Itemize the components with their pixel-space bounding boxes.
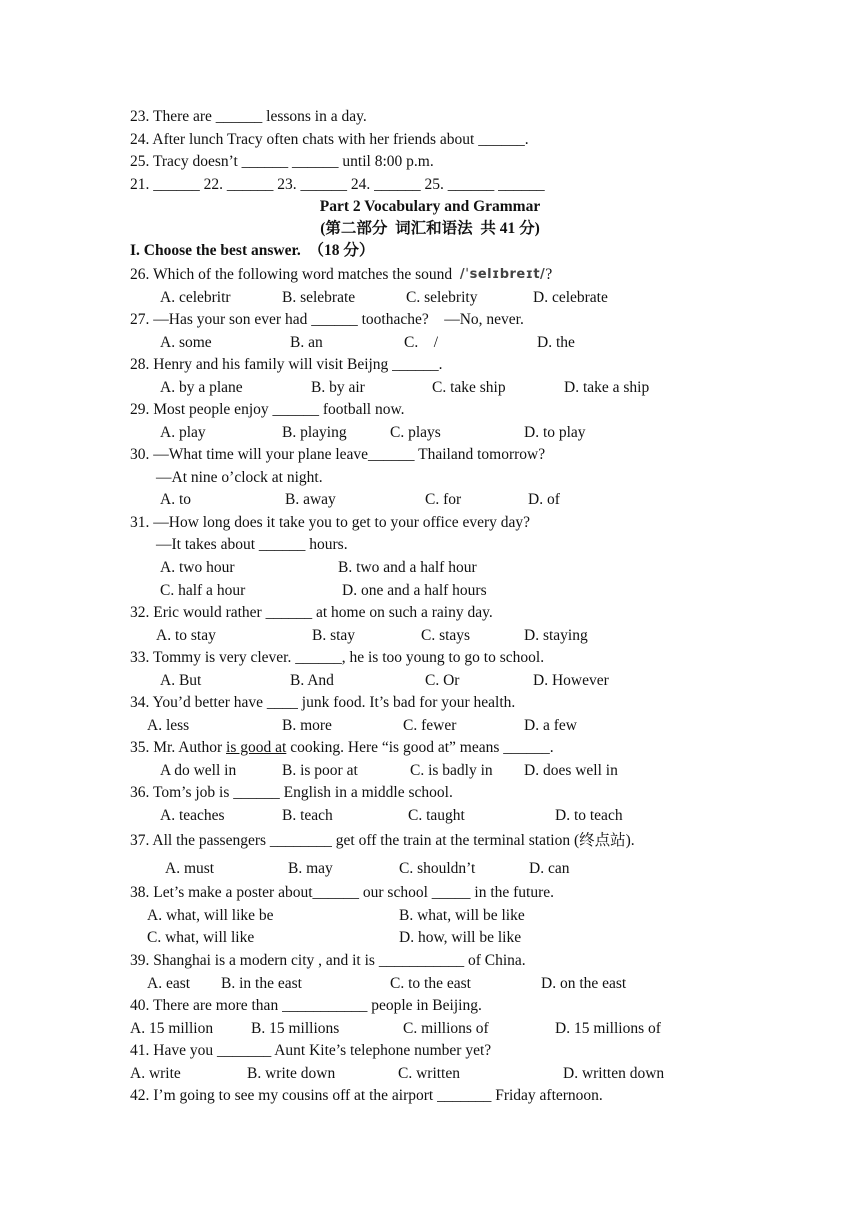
question-37-stem: 37. All the passengers ________ get off the train at the terminal station (终点站).: [130, 832, 635, 849]
option-c: C. written: [398, 1065, 460, 1082]
option-c: C. half a hour: [160, 582, 246, 599]
option-a: A. must: [165, 860, 215, 877]
option-c: C. millions of: [403, 1020, 489, 1037]
option-d: D. a few: [524, 717, 577, 734]
question-23: 23. There are ______ lessons in a day.: [130, 108, 367, 125]
question-35-stem: [130, 738, 554, 758]
option-c: C. is badly in: [410, 762, 493, 779]
option-b: B. selebrate: [282, 289, 356, 306]
option-a: A. east: [147, 975, 191, 992]
underlined-phrase: is good at: [226, 739, 287, 756]
option-d: D. to play: [524, 424, 586, 441]
option-a: A. by a plane: [160, 379, 243, 396]
question-34-stem: 34. You’d better have ____ junk food. It’s bad for your health.: [130, 694, 516, 711]
option-a: A. But: [160, 672, 202, 689]
stem-text: cooking. Here “is good at” means ______.: [286, 739, 554, 756]
question-31-stem: 31. —How long does it take you to get to your office every day?: [130, 514, 531, 531]
part-subtitle: (第二部分 词汇和语法 共 41 分): [320, 220, 540, 237]
option-d: D. 15 millions of: [555, 1020, 661, 1037]
option-d: D. does well in: [524, 762, 618, 779]
option-b: B. two and a half hour: [338, 559, 477, 576]
question-24: 24. After lunch Tracy often chats with her friends about ______.: [130, 131, 529, 148]
option-c: C. plays: [390, 424, 441, 441]
question-32-stem: 32. Eric would rather ______ at home on such a rainy day.: [130, 604, 493, 621]
option-c: C. take ship: [432, 379, 506, 396]
option-d: D. how, will be like: [399, 929, 522, 946]
question-33-stem: 33. Tommy is very clever. ______, he is too young to go to school.: [130, 649, 545, 666]
option-b: B. And: [290, 672, 334, 689]
option-d: D. staying: [524, 627, 588, 644]
option-d: D. of: [528, 491, 560, 508]
option-a: A. two hour: [160, 559, 235, 576]
option-b: B. playing: [282, 424, 347, 441]
option-b: B. 15 millions: [251, 1020, 340, 1037]
question-36-stem: 36. Tom’s job is ______ English in a middle school.: [130, 784, 453, 801]
part-title: Part 2 Vocabulary and Grammar: [319, 198, 541, 215]
option-b: B. what, will be like: [399, 907, 525, 924]
option-d: D. to teach: [555, 807, 623, 824]
option-d: D. one and a half hours: [342, 582, 487, 599]
question-25: 25. Tracy doesn’t ______ ______ until 8:00 p.m.: [130, 153, 434, 170]
option-a: A. 15 million: [130, 1020, 214, 1037]
question-31-reply: —It takes about ______ hours.: [156, 536, 348, 553]
option-a: A. play: [160, 424, 206, 441]
question-39-stem: 39. Shanghai is a modern city , and it is ___________ of China.: [130, 952, 526, 969]
option-b: B. by air: [311, 379, 365, 396]
option-a: A. write: [130, 1065, 181, 1082]
option-c: C. shouldn’t: [399, 860, 476, 877]
stem-text: 26. Which of the following word matches the sound: [130, 266, 460, 283]
option-b: B. teach: [282, 807, 333, 824]
stem-text: ?: [545, 266, 553, 283]
stem-text: 35. Mr. Author: [130, 739, 227, 756]
option-a: A. less: [147, 717, 190, 734]
option-d: D. celebrate: [533, 289, 608, 306]
option-b: B. may: [288, 860, 333, 877]
option-a: A. what, will like be: [147, 907, 274, 924]
option-c: C. /: [404, 334, 439, 351]
option-c: C. for: [425, 491, 462, 508]
question-29-stem: 29. Most people enjoy ______ football now.: [130, 401, 405, 418]
section-title: I. Choose the best answer. （18 分）: [130, 242, 375, 259]
option-c: C. what, will like: [147, 929, 255, 946]
question-26-stem: [130, 265, 552, 285]
question-38-stem: 38. Let’s make a poster about______ our school _____ in the future.: [130, 884, 555, 901]
answer-line: 21. ______ 22. ______ 23. ______ 24. ______ 25. ______ ______: [130, 176, 545, 193]
question-28-stem: 28. Henry and his family will visit Beijng ______.: [130, 356, 443, 373]
option-d: D. can: [529, 860, 570, 877]
option-d: D. However: [533, 672, 609, 689]
option-c: C. fewer: [403, 717, 457, 734]
option-b: B. is poor at: [282, 762, 358, 779]
phonetic-transcription: /ˈselɪbreɪt/: [459, 267, 546, 282]
option-a: A. to stay: [156, 627, 216, 644]
option-c: C. Or: [425, 672, 460, 689]
question-42-stem: 42. I’m going to see my cousins off at the airport _______ Friday afternoon.: [130, 1087, 603, 1104]
option-c: C. taught: [408, 807, 465, 824]
option-b: B. away: [285, 491, 336, 508]
option-d: D. written down: [563, 1065, 665, 1082]
option-c: C. to the east: [390, 975, 471, 992]
option-a: A. some: [160, 334, 212, 351]
option-b: B. an: [290, 334, 323, 351]
question-30-reply: —At nine o’clock at night.: [156, 469, 323, 486]
option-b: B. in the east: [221, 975, 302, 992]
option-c: C. stays: [421, 627, 471, 644]
option-a: A. to: [160, 491, 191, 508]
option-d: D. take a ship: [564, 379, 650, 396]
option-c: C. selebrity: [406, 289, 478, 306]
option-d: D. the: [537, 334, 575, 351]
question-27-stem: 27. —Has your son ever had ______ toothache? —No, never.: [130, 311, 524, 328]
option-b: B. more: [282, 717, 332, 734]
question-41-stem: 41. Have you _______ Aunt Kite’s telephone number yet?: [130, 1042, 492, 1059]
option-a: A. teaches: [160, 807, 225, 824]
question-40-stem: 40. There are more than ___________ people in Beijing.: [130, 997, 482, 1014]
option-d: D. on the east: [541, 975, 627, 992]
option-b: B. write down: [247, 1065, 336, 1082]
option-a: A. celebritr: [160, 289, 231, 306]
question-30-stem: 30. —What time will your plane leave______ Thailand tomorrow?: [130, 446, 546, 463]
option-b: B. stay: [312, 627, 356, 644]
option-a: A do well in: [160, 762, 237, 779]
